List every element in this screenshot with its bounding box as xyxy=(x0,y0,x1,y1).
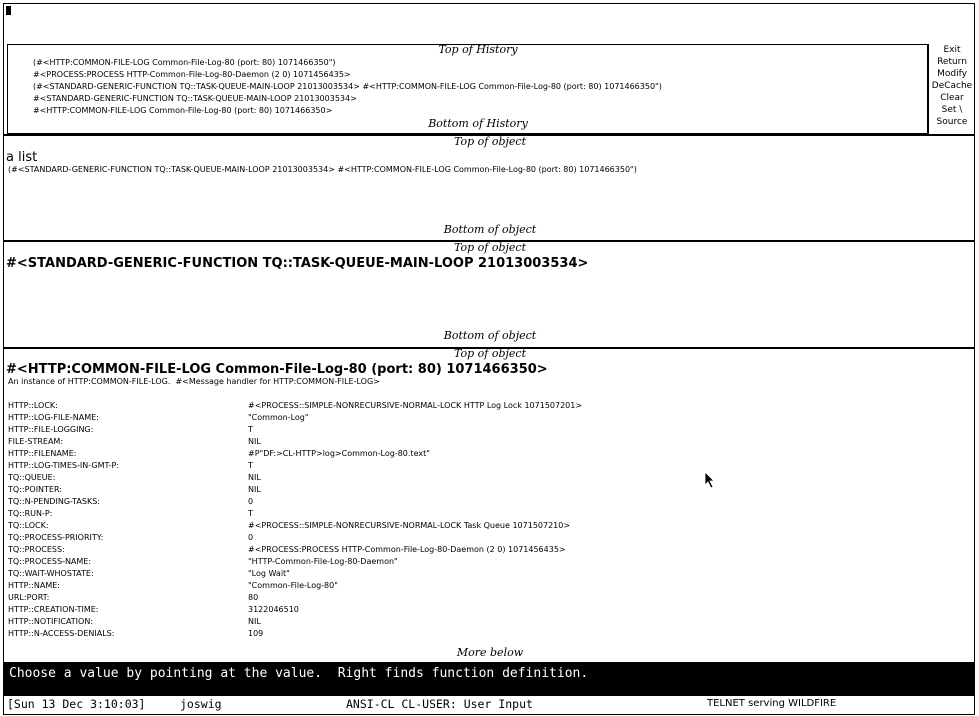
status-connection: TELNET serving WILDFIRE xyxy=(707,698,837,709)
slot-name[interactable]: TQ::PROCESS-PRIORITY: xyxy=(8,533,104,542)
slot-value[interactable]: "Log Wait" xyxy=(248,569,290,578)
clear-command[interactable]: Clear xyxy=(940,93,964,103)
history-entry[interactable]: #<PROCESS:PROCESS HTTP-Common-File-Log-80-Daemon (2 0) 1071456435> xyxy=(33,70,351,79)
modify-command[interactable]: Modify xyxy=(937,69,967,79)
pane-title[interactable]: #<STANDARD-GENERIC-FUNCTION TQ::TASK-QUEUE-MAIN-LOOP 21013003534> xyxy=(6,256,589,271)
slot-value[interactable]: 3122046510 xyxy=(248,605,299,614)
pane-top-marker: Top of object xyxy=(454,241,526,254)
instance-description[interactable]: An instance of HTTP:COMMON-FILE-LOG. #<Message handler for HTTP:COMMON-FILE-LOG> xyxy=(8,377,380,386)
slot-name[interactable]: TQ::QUEUE: xyxy=(8,473,56,482)
slot-name[interactable]: TQ::PROCESS-NAME: xyxy=(8,557,92,566)
slot-value[interactable]: NIL xyxy=(248,485,261,494)
slot-value[interactable]: 0 xyxy=(248,533,254,542)
decache-command[interactable]: DeCache xyxy=(931,81,973,91)
pane-bottom-marker: Bottom of object xyxy=(443,329,537,342)
prompt-bar xyxy=(3,662,975,696)
slot-value[interactable]: "HTTP-Common-File-Log-80-Daemon" xyxy=(248,557,398,566)
slot-value[interactable]: T xyxy=(248,425,253,434)
command-menu xyxy=(928,44,975,134)
set-command[interactable]: Set \ xyxy=(941,105,963,115)
slot-value[interactable]: 109 xyxy=(248,629,264,638)
slot-value[interactable]: 0 xyxy=(248,497,254,506)
slot-value[interactable]: #<PROCESS::SIMPLE-NONRECURSIVE-NORMAL-LOCK Task Queue 1071507210> xyxy=(248,521,571,530)
slot-value[interactable]: #<PROCESS::SIMPLE-NONRECURSIVE-NORMAL-LOCK HTTP Log Lock 1071507201> xyxy=(248,401,583,410)
pane-top-marker: Top of object xyxy=(454,135,526,148)
pane-title[interactable]: #<HTTP:COMMON-FILE-LOG Common-File-Log-80 (port: 80) 1071466350> xyxy=(6,362,548,377)
history-entry[interactable]: #<HTTP:COMMON-FILE-LOG Common-File-Log-80 (port: 80) 1071466350> xyxy=(33,106,333,115)
slot-name[interactable]: HTTP::LOG-TIMES-IN-GMT-P: xyxy=(8,461,120,470)
slot-value[interactable]: #<PROCESS:PROCESS HTTP-Common-File-Log-80-Daemon (2 0) 1071456435> xyxy=(248,545,566,554)
slot-name[interactable]: TQ::N-PENDING-TASKS: xyxy=(8,497,100,506)
pane-title: a list xyxy=(6,150,38,165)
slot-name[interactable]: HTTP::NOTIFICATION: xyxy=(8,617,94,626)
slot-value[interactable]: #P"DF:>CL-HTTP>log>Common-Log-80.text" xyxy=(248,449,430,458)
text-cursor xyxy=(6,6,11,15)
slot-value[interactable]: NIL xyxy=(248,617,261,626)
slot-value[interactable]: NIL xyxy=(248,437,261,446)
slot-name[interactable]: HTTP::LOG-FILE-NAME: xyxy=(8,413,99,422)
prompt-text: Choose a value by pointing at the value. Right finds function definition. xyxy=(9,666,589,681)
status-package-state: ANSI-CL CL-USER: User Input xyxy=(346,697,533,711)
return-command[interactable]: Return xyxy=(937,57,967,67)
slot-value[interactable]: T xyxy=(248,461,253,470)
slot-value[interactable]: 80 xyxy=(248,593,259,602)
slot-name[interactable]: HTTP::FILE-LOGGING: xyxy=(8,425,94,434)
slot-name[interactable]: HTTP::NAME: xyxy=(8,581,60,590)
pane-top-marker: Top of object xyxy=(454,347,526,360)
source-command[interactable]: Source xyxy=(936,117,968,127)
status-datetime: [Sun 13 Dec 3:10:03] xyxy=(7,697,146,711)
slot-name[interactable]: TQ::LOCK: xyxy=(8,521,49,530)
slot-name[interactable]: URL:PORT: xyxy=(8,593,50,602)
slot-name[interactable]: FILE-STREAM: xyxy=(8,437,64,446)
pane-bottom-marker: Bottom of object xyxy=(443,223,537,236)
mouse-pointer-icon xyxy=(704,471,716,489)
history-bottom-marker: Bottom of History xyxy=(428,117,528,130)
history-entry[interactable]: #<STANDARD-GENERIC-FUNCTION TQ::TASK-QUEUE-MAIN-LOOP 21013003534> xyxy=(33,94,357,103)
slot-value[interactable]: T xyxy=(248,509,253,518)
list-value[interactable]: (#<STANDARD-GENERIC-FUNCTION TQ::TASK-QUEUE-MAIN-LOOP 21013003534> #<HTTP:COMMON-FILE-LOG Common-File-Log-80 (port: 80) 1071466350") xyxy=(8,165,637,174)
slot-name[interactable]: HTTP::LOCK: xyxy=(8,401,58,410)
more-below-marker: More below xyxy=(456,646,524,659)
slot-value[interactable]: "Common-File-Log-80" xyxy=(248,581,338,590)
slot-name[interactable]: HTTP::CREATION-TIME: xyxy=(8,605,99,614)
history-top-marker: Top of History xyxy=(438,43,518,56)
exit-command[interactable]: Exit xyxy=(943,45,961,55)
slot-name[interactable]: TQ::RUN-P: xyxy=(8,509,53,518)
status-user: joswig xyxy=(180,697,222,711)
slot-name[interactable]: HTTP::FILENAME: xyxy=(8,449,77,458)
slot-value[interactable]: "Common-Log" xyxy=(248,413,309,422)
slot-name[interactable]: TQ::WAIT-WHOSTATE: xyxy=(8,569,94,578)
slot-name[interactable]: TQ::PROCESS: xyxy=(8,545,65,554)
slot-value[interactable]: NIL xyxy=(248,473,261,482)
history-entry[interactable]: (#<STANDARD-GENERIC-FUNCTION TQ::TASK-QUEUE-MAIN-LOOP 21013003534> #<HTTP:COMMON-FILE-LOG Common-File-Log-80 (port: 80) 1071466350") xyxy=(33,82,662,91)
history-entry[interactable]: (#<HTTP:COMMON-FILE-LOG Common-File-Log-80 (port: 80) 1071466350") xyxy=(33,58,336,67)
slot-name[interactable]: HTTP::N-ACCESS-DENIALS: xyxy=(8,629,115,638)
slot-name[interactable]: TQ::POINTER: xyxy=(8,485,62,494)
